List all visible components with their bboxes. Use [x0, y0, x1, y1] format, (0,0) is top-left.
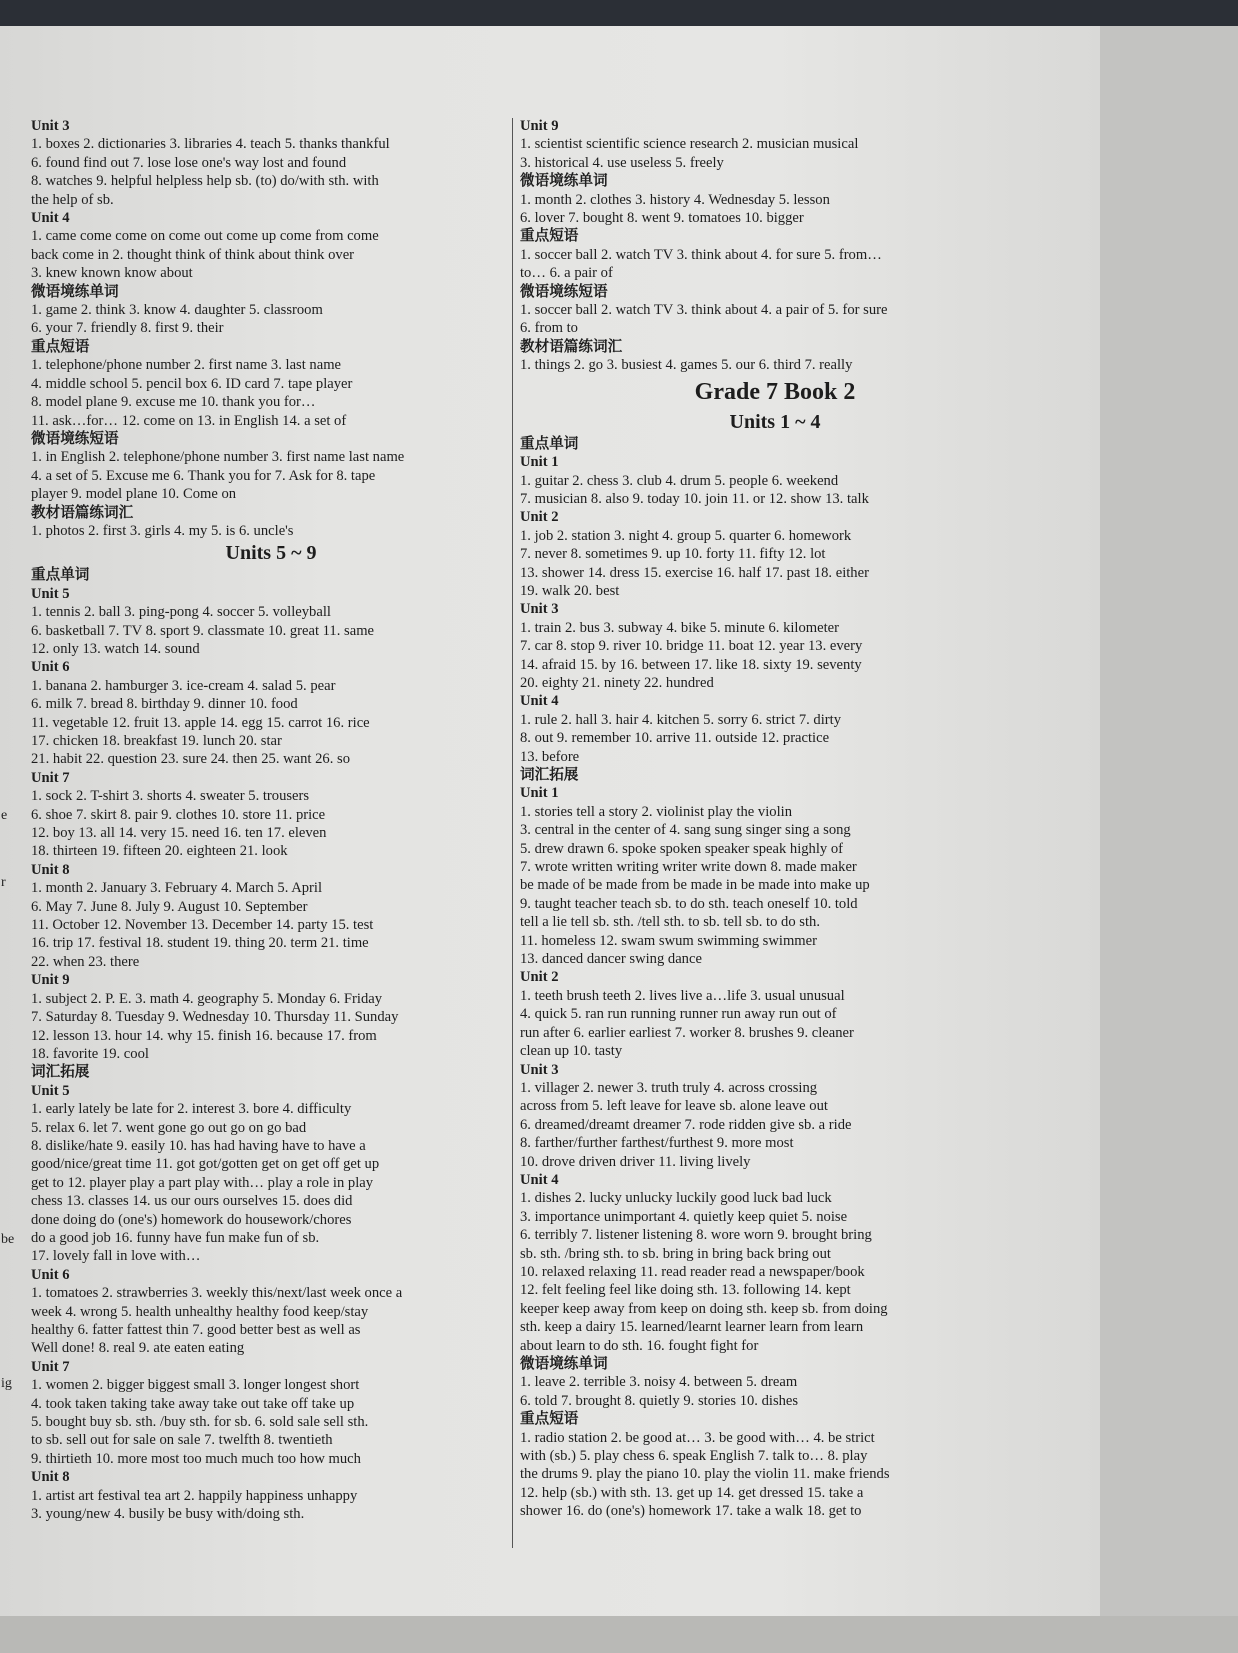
margin-fragment: be — [1, 1232, 15, 1247]
answer-line: 1. soccer ball 2. watch TV 3. think about 4. for sure 5. from… — [520, 246, 882, 263]
answer-line: 1. train 2. bus 3. subway 4. bike 5. minute 6. kilometer — [520, 619, 839, 636]
answer-line: 1. month 2. January 3. February 4. March 5. April — [31, 880, 323, 897]
answer-line: 20. eighty 21. ninety 22. hundred — [520, 674, 714, 691]
answer-line: 1. banana 2. hamburger 3. ice-cream 4. salad 5. pear — [31, 677, 336, 694]
section-heading: Unit 3 — [520, 1061, 559, 1078]
answer-line: 7. musician 8. also 9. today 10. join 11. or 12. show 13. talk — [520, 490, 869, 507]
answer-line: 1. radio station 2. be good at… 3. be good with… 4. be strict — [520, 1429, 875, 1446]
answer-line: 1. rule 2. hall 3. hair 4. kitchen 5. sorry 6. strict 7. dirty — [520, 711, 841, 728]
answer-line: 9. thirtieth 10. more most too much much too how much — [31, 1450, 361, 1467]
answer-line: 3. central in the center of 4. sang sung singer sing a song — [520, 822, 851, 839]
answer-line: 22. when 23. there — [31, 953, 140, 970]
margin-fragment: e — [1, 808, 8, 823]
answer-line: 6. shoe 7. skirt 8. pair 9. clothes 10. store 11. price — [31, 806, 326, 823]
answer-line: 17. lovely fall in love with… — [31, 1248, 201, 1265]
answer-line: 12. only 13. watch 14. sound — [31, 640, 200, 657]
answer-line: sb. sth. /bring sth. to sb. bring in bring back bring out — [520, 1245, 831, 1262]
section-heading: Unit 5 — [31, 585, 70, 602]
section-heading: 微语境练单词 — [520, 173, 608, 190]
section-heading: Unit 8 — [31, 1469, 70, 1486]
section-heading: Unit 8 — [31, 861, 70, 878]
answer-line: 1. subject 2. P. E. 3. math 4. geography 5. Monday 6. Friday — [31, 990, 383, 1007]
answer-line: 6. lover 7. bought 8. went 9. tomatoes 10. bigger — [520, 210, 804, 227]
answer-line: across from 5. left leave for leave sb. alone leave out — [520, 1098, 828, 1115]
answer-line: 1. photos 2. first 3. girls 4. my 5. is 6. uncle's — [31, 522, 294, 539]
answer-line: 11. vegetable 12. fruit 13. apple 14. egg 15. carrot 16. rice — [31, 714, 370, 731]
answer-line: 3. importance unimportant 4. quietly keep quiet 5. noise — [520, 1208, 848, 1225]
section-heading: Unit 5 — [31, 1082, 70, 1099]
answer-line: to sb. sell out for sale on sale 7. twelfth 8. twentieth — [31, 1432, 333, 1449]
bottom-background — [0, 1616, 1238, 1653]
answer-line: 7. car 8. stop 9. river 10. bridge 11. boat 12. year 13. every — [520, 638, 863, 655]
answer-line: 3. knew known know about — [31, 265, 193, 282]
answer-line: 1. guitar 2. chess 3. club 4. drum 5. people 6. weekend — [520, 472, 839, 489]
answer-line: keeper keep away from keep on doing sth. keep sb. from doing — [520, 1300, 888, 1317]
answer-line: 10. relaxed relaxing 11. read reader read a newspaper/book — [520, 1263, 865, 1280]
answer-line: 21. habit 22. question 23. sure 24. then 25. want 26. so — [31, 751, 351, 768]
units-title: Units 1 ~ 4 — [729, 410, 821, 433]
section-heading: Unit 2 — [520, 509, 559, 526]
grade-title: Grade 7 Book 2 — [694, 378, 856, 405]
answer-line: about learn to do sth. 16. fought fight for — [520, 1337, 759, 1354]
answer-line: done doing do (one's) homework do housework/chores — [31, 1211, 352, 1228]
answer-line: healthy 6. fatter fattest thin 7. good better best as well as — [31, 1322, 361, 1338]
section-heading: Unit 1 — [520, 454, 559, 471]
answer-line: 1. sock 2. T-shirt 3. shorts 4. sweater 5. trousers — [31, 788, 310, 805]
answer-line: 6. milk 7. bread 8. birthday 9. dinner 10. food — [31, 696, 298, 713]
answer-line: Well done! 8. real 9. ate eaten eating — [31, 1340, 245, 1357]
left-column — [31, 117, 511, 1523]
answer-line: 12. help (sb.) with sth. 13. get up 14. get dressed 15. take a — [520, 1484, 864, 1501]
answer-line: 1. month 2. clothes 3. history 4. Wednesday 5. lesson — [520, 191, 830, 208]
answer-line: 18. favorite 19. cool — [31, 1045, 149, 1062]
answer-line: 6. found find out 7. lose lose one's way lost and found — [31, 154, 347, 171]
section-heading: Unit 2 — [520, 969, 559, 986]
answer-line: be made of be made from be made in be made into make up — [520, 877, 870, 894]
section-heading: 重点短语 — [31, 338, 90, 355]
answer-line: 3. historical 4. use useless 5. freely — [520, 154, 724, 171]
answer-line: 12. boy 13. all 14. very 15. need 16. ten 17. eleven — [31, 825, 327, 842]
answer-line: 4. middle school 5. pencil box 6. ID card 7. tape player — [31, 375, 353, 392]
answer-line: 1. came come come on come out come up come from come — [31, 228, 379, 245]
answer-line: tell a lie tell sb. sth. /tell sth. to sb. tell sb. to do sth. — [520, 914, 820, 931]
answer-line: 10. drove driven driver 11. living lively — [520, 1153, 751, 1170]
answer-line: 4. quick 5. ran run running runner run away run out of — [520, 1006, 837, 1023]
answer-line: 1. artist art festival tea art 2. happily happiness unhappy — [31, 1487, 358, 1504]
answer-line: 1. tomatoes 2. strawberries 3. weekly this/next/last week once a — [31, 1285, 403, 1302]
answer-line: run after 6. earlier earliest 7. worker 8. brushes 9. cleaner — [520, 1024, 854, 1041]
answer-line: to… 6. a pair of — [520, 265, 613, 282]
section-heading: 教材语篇练词汇 — [31, 504, 134, 521]
answer-line: the help of sb. — [31, 191, 114, 208]
section-heading: Unit 9 — [31, 972, 70, 989]
section-heading: Unit 3 — [520, 601, 559, 618]
answer-line: 1. stories tell a story 2. violinist play the violin — [520, 803, 792, 820]
answer-line: 4. took taken taking take away take out take off take up — [31, 1395, 355, 1412]
answer-line: 1. women 2. bigger biggest small 3. longer longest short — [31, 1377, 360, 1394]
section-heading: 微语境练短语 — [31, 430, 119, 447]
section-heading: Unit 7 — [31, 1358, 70, 1375]
answer-line: 11. homeless 12. swam swum swimming swimmer — [520, 932, 817, 949]
section-heading: Unit 4 — [31, 210, 70, 227]
section-heading: Unit 6 — [31, 659, 70, 676]
section-heading: Unit 4 — [520, 693, 559, 710]
answer-line: 6. told 7. brought 8. quietly 9. stories 10. dishes — [520, 1392, 799, 1409]
section-heading: Unit 4 — [520, 1171, 559, 1188]
answer-line: 1. game 2. think 3. know 4. daughter 5. classroom — [31, 302, 323, 319]
answer-line: 7. never 8. sometimes 9. up 10. forty 11. fifty 12. lot — [520, 546, 826, 563]
answer-line: 1. boxes 2. dictionaries 3. libraries 4. teach 5. thanks thankful — [31, 136, 390, 153]
answer-line: 8. farther/further farthest/furthest 9. more most — [520, 1135, 794, 1152]
answer-line: 6. May 7. June 8. July 9. August 10. September — [31, 898, 308, 915]
answer-line: 1. telephone/phone number 2. first name 3. last name — [31, 357, 342, 374]
answer-line: 12. lesson 13. hour 14. why 15. finish 16. because 17. from — [31, 1027, 377, 1044]
answer-line: the drums 9. play the piano 10. play the violin 11. make friends — [520, 1466, 890, 1483]
answer-line: sth. keep a dairy 15. learned/learnt learner learn from learn — [520, 1319, 864, 1336]
answer-line: 8. out 9. remember 10. arrive 11. outside 12. practice — [520, 730, 830, 747]
section-heading: 词汇拓展 — [520, 767, 579, 783]
answer-line: 6. terribly 7. listener listening 8. wore worn 9. brought bring — [520, 1227, 872, 1244]
answer-line: clean up 10. tasty — [520, 1043, 623, 1060]
column-divider — [512, 118, 513, 1548]
adjacent-page-edge — [1100, 26, 1238, 1616]
answer-line: 13. danced dancer swing dance — [520, 951, 702, 968]
answer-line: 1. teeth brush teeth 2. lives live a…life 3. usual unusual — [520, 987, 845, 1004]
answer-line: 14. afraid 15. by 16. between 17. like 18. sixty 19. seventy — [520, 656, 862, 673]
answer-line: 1. villager 2. newer 3. truth truly 4. across crossing — [520, 1079, 818, 1096]
section-heading: Unit 7 — [31, 769, 70, 786]
answer-line: 8. model plane 9. excuse me 10. thank you for… — [31, 394, 316, 411]
answer-line: 9. taught teacher teach sb. to do sth. teach oneself 10. told — [520, 895, 858, 912]
answer-line: 6. dreamed/dreamt dreamer 7. rode ridden give sb. a ride — [520, 1116, 852, 1133]
section-heading: Unit 3 — [31, 118, 70, 134]
section-heading: 重点短语 — [520, 228, 579, 245]
section-heading: 重点单词 — [31, 567, 90, 584]
section-heading: 词汇拓展 — [31, 1064, 90, 1081]
answer-line: 5. relax 6. let 7. went gone go out go on go bad — [31, 1119, 307, 1136]
answer-line: back come in 2. thought think of think about think over — [31, 246, 355, 263]
section-heading: 重点短语 — [520, 1411, 579, 1428]
margin-fragment: ig — [1, 1376, 12, 1391]
answer-line: 3. young/new 4. busily be busy with/doing sth. — [31, 1506, 305, 1523]
answer-line: 1. scientist scientific science research 2. musician musical — [520, 136, 859, 153]
answer-line: good/nice/great time 11. got got/gotten get on get off get up — [31, 1156, 380, 1173]
answer-line: shower 16. do (one's) homework 17. take a walk 18. get to — [520, 1503, 862, 1520]
answer-line: 8. watches 9. helpful helpless help sb. (to) do/with sth. with — [31, 173, 379, 190]
section-heading: Unit 9 — [520, 118, 559, 134]
answer-line: 7. wrote written writing writer write down 8. made maker — [520, 859, 857, 876]
answer-line: 7. Saturday 8. Tuesday 9. Wednesday 10. Thursday 11. Sunday — [31, 1009, 399, 1026]
answer-line: 19. walk 20. best — [520, 582, 620, 599]
answer-line: 5. bought buy sb. sth. /buy sth. for sb. 6. sold sale sell sth. — [31, 1414, 369, 1431]
answer-line: 16. trip 17. festival 18. student 19. thing 20. term 21. time — [31, 935, 369, 952]
answer-line: get to 12. player play a part play with… play a role in play — [31, 1174, 374, 1191]
section-heading: 重点单词 — [520, 435, 579, 452]
answer-line: do a good job 16. funny have fun make fun of sb. — [31, 1229, 320, 1246]
answer-line: 13. shower 14. dress 15. exercise 16. half 17. past 18. either — [520, 564, 869, 581]
section-heading: 微语境练短语 — [520, 283, 608, 300]
answer-line: 1. in English 2. telephone/phone number 3. first name last name — [31, 449, 405, 466]
answer-line: 1. tennis 2. ball 3. ping-pong 4. soccer 5. volleyball — [31, 604, 331, 621]
answer-line: 1. dishes 2. lucky unlucky luckily good luck bad luck — [520, 1190, 832, 1207]
units-title: Units 5 ~ 9 — [225, 542, 317, 565]
answer-line: 11. ask…for… 12. come on 13. in English 14. a set of — [31, 412, 347, 429]
answer-line: 1. early lately be late for 2. interest 3. bore 4. difficulty — [31, 1101, 352, 1118]
margin-fragment: r — [1, 875, 6, 890]
answer-line: 11. October 12. November 13. December 14. party 15. test — [31, 917, 374, 934]
section-heading: 教材语篇练词汇 — [520, 338, 623, 355]
top-dark-band — [0, 0, 1238, 26]
answer-line: 4. a set of 5. Excuse me 6. Thank you for 7. Ask for 8. tape — [31, 467, 376, 484]
answer-line: 1. job 2. station 3. night 4. group 5. quarter 6. homework — [520, 527, 852, 544]
answer-line: with (sb.) 5. play chess 6. speak English 7. talk to… 8. play — [520, 1448, 868, 1465]
answer-line: 6. from to — [520, 320, 578, 337]
section-heading: Unit 6 — [31, 1266, 70, 1283]
section-heading: 微语境练单词 — [520, 1356, 608, 1372]
answer-line: 8. dislike/hate 9. easily 10. has had having have to have a — [31, 1137, 366, 1154]
answer-line: 5. drew drawn 6. spoke spoken speaker speak highly of — [520, 840, 844, 857]
answer-line: 13. before — [520, 748, 580, 765]
answer-line: 6. your 7. friendly 8. first 9. their — [31, 320, 224, 337]
answer-line: 6. basketball 7. TV 8. sport 9. classmate 10. great 11. same — [31, 622, 375, 639]
answer-line: player 9. model plane 10. Come on — [31, 486, 237, 503]
answer-line: chess 13. classes 14. us our ours ourselves 15. does did — [31, 1193, 353, 1210]
right-column — [520, 117, 1030, 1521]
answer-line: 1. leave 2. terrible 3. noisy 4. between 5. dream — [520, 1374, 798, 1391]
section-heading: 微语境练单词 — [31, 283, 119, 300]
answer-line: 1. things 2. go 3. busiest 4. games 5. our 6. third 7. really — [520, 357, 853, 374]
answer-line: 17. chicken 18. breakfast 19. lunch 20. star — [31, 733, 282, 749]
answer-line: 12. felt feeling feel like doing sth. 13. following 14. kept — [520, 1282, 851, 1299]
answer-line: week 4. wrong 5. health unhealthy healthy food keep/stay — [31, 1303, 369, 1320]
answer-line: 18. thirteen 19. fifteen 20. eighteen 21. look — [31, 843, 288, 860]
section-heading: Unit 1 — [520, 785, 559, 802]
answer-line: 1. soccer ball 2. watch TV 3. think about 4. a pair of 5. for sure — [520, 302, 888, 319]
